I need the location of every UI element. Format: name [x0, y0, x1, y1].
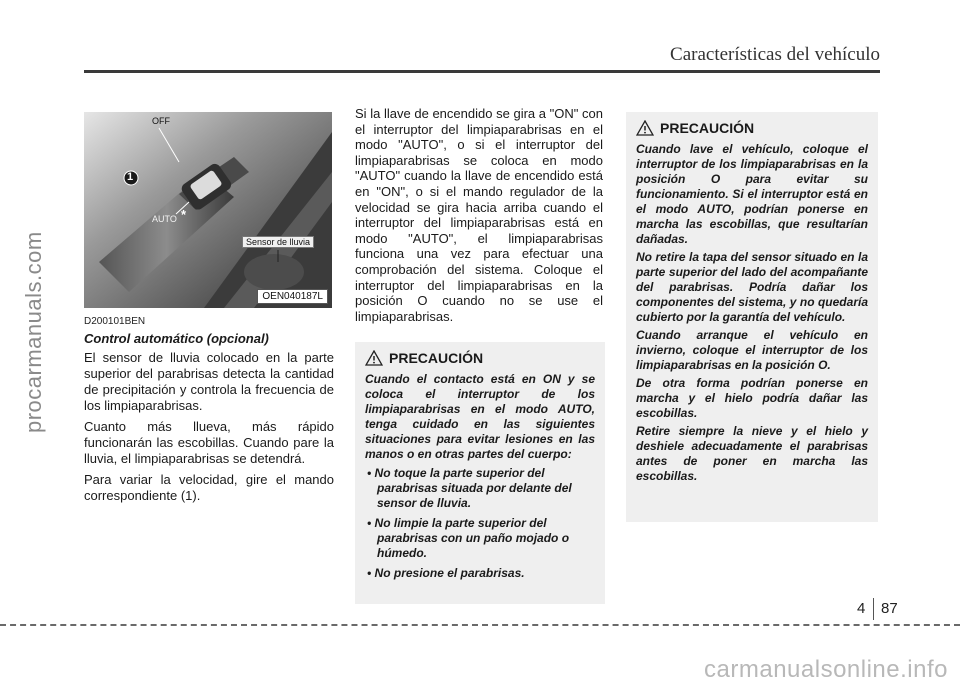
caution-header	[365, 350, 595, 366]
caution-box-1	[355, 342, 605, 604]
auto-label: AUTO	[152, 214, 177, 224]
middle-column	[355, 106, 603, 329]
caution-paragraph: Cuando arranque el vehículo en invierno, coloque el interruptor de los limpiaparabrisas en la posición O.	[636, 328, 868, 372]
caution-bullet: • No limpie la parte superior del parabrisas con un paño mojado o húmedo.	[367, 516, 570, 560]
warning-triangle-icon	[365, 350, 383, 366]
warning-triangle-icon	[636, 120, 654, 136]
body-paragraph: Para variar la velocidad, gire el mando correspondiente (1).	[84, 472, 334, 503]
bottom-watermark: carmanualsonline.info	[704, 656, 948, 683]
figure-code: OEN040187L	[257, 289, 328, 304]
footer-rule	[0, 624, 960, 626]
body-paragraph: Si la llave de encendido se gira a "ON" con el interruptor del limpiaparabrisas en el modo "AUTO", o si el interruptor del limpiaparabrisas se coloca en modo "AUTO" cuando la llave de encendido está en "ON", o si el mando regulador de la velocidad se gira hacia arriba cuando el interruptor del limpiaparabrisas está en modo "AUTO", el limpiaparabrisas funciona una vez para efectuar una comprobación del sistema. Coloque el interruptor del limpiaparabrisas en la posición O cuando no se use el limpiaparabrisas.	[355, 106, 603, 324]
section-subtitle: Control automático (opcional)	[84, 331, 269, 346]
auto-asterisk: *	[181, 207, 187, 222]
caution-paragraph: Cuando lave el vehículo, coloque el interruptor de los limpiaparabrisas en la posición O para evitar su funcionamiento. Si el interruptor está en el modo AUTO, podrían ponerse en marcha las escobillas, que resultarían dañadas.	[636, 142, 868, 246]
side-watermark: procarmanuals.com	[21, 231, 46, 433]
caution-paragraph: De otra forma podrían ponerse en marcha y el hielo podría dañar las escobillas.	[636, 376, 868, 420]
callout-1: 1	[127, 171, 134, 183]
caution-bullet: • No presione el parabrisas.	[367, 566, 525, 580]
body-paragraph: Cuanto más llueva, más rápido funcionarán las escobillas. Cuando pare la lluvia, el limpiaparabrisas se detendrá.	[84, 419, 334, 466]
page-divider	[873, 598, 874, 620]
wiper-illustration	[84, 112, 332, 308]
caution-intro: Cuando el contacto está en ON y se coloca el interruptor de los limpiaparabrisas en el modo AUTO, tenga cuidado en las siguientes situaciones para evitar lesiones en las manos o en otras partes del cuerpo:	[365, 372, 595, 461]
left-column	[84, 316, 334, 509]
caution-paragraph: Retire siempre la nieve y el hielo y deshiele adecuadamente el parabrisas antes de poner en marcha las escobillas.	[636, 424, 868, 483]
header-rule	[84, 70, 880, 73]
chapter-number: 4	[857, 600, 866, 617]
caution-title: PRECAUCIÓN	[389, 350, 484, 366]
section-code: D200101BEN	[84, 316, 146, 327]
caution-bullets	[365, 466, 595, 581]
off-label: OFF	[152, 116, 170, 126]
caution-title: PRECAUCIÓN	[660, 120, 755, 136]
body-paragraph: El sensor de lluvia colocado en la parte superior del parabrisas detecta la cantidad de precipitación y controla la frecuencia de los limpiaparabrisas.	[84, 350, 334, 413]
caution-bullet: • No toque la parte superior del parabrisas situada por delante del sensor de lluvia.	[367, 466, 572, 510]
page-number: 87	[881, 600, 898, 617]
caution-header	[636, 120, 868, 136]
sensor-label: Sensor de lluvia	[242, 236, 314, 248]
caution-box-2	[626, 112, 878, 522]
header-title: Características del vehículo	[670, 44, 880, 65]
caution-paragraph: No retire la tapa del sensor situado en la parte superior del lado del acompañante del parabrisas. Podría dañar los componentes del sistema, y no quedaría cubierto por la garantía del vehículo.	[636, 250, 868, 324]
wiper-figure	[84, 112, 332, 308]
